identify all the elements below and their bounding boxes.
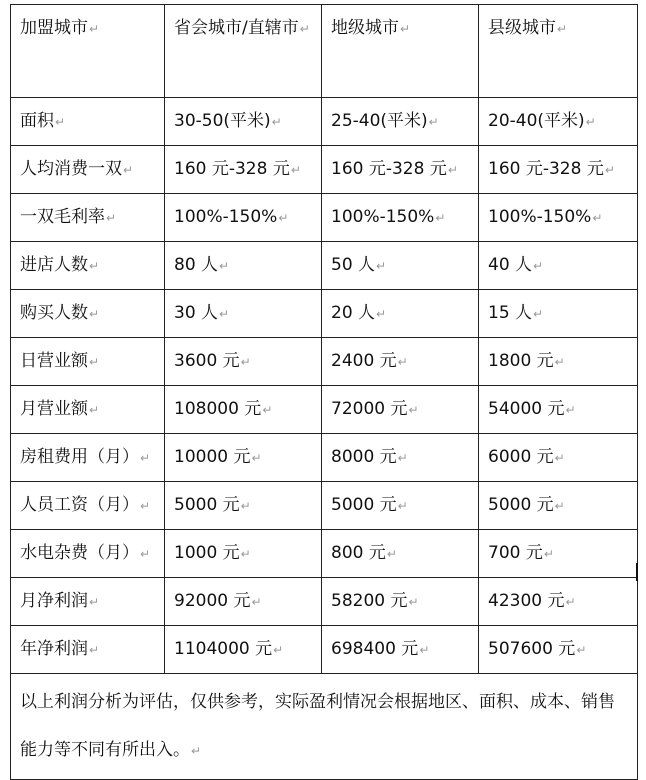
table-row (11, 98, 638, 146)
paragraph-mark: ↵ (576, 643, 587, 657)
header-cell-provincial: 省会城市/直辖市↵ (165, 5, 322, 98)
prefecture-value-cell (322, 482, 479, 530)
paragraph-mark: ↵ (240, 499, 251, 513)
paragraph-mark: ↵ (592, 211, 603, 225)
paragraph-mark: ↵ (554, 355, 565, 369)
provincial-value-cell (165, 434, 322, 482)
cell-text: 160 元-328 元 (174, 159, 290, 179)
provincial-value-cell (165, 338, 322, 386)
table-row (11, 578, 638, 626)
cell-text: 30 人 (174, 303, 219, 323)
paragraph-mark: ↵ (123, 163, 134, 177)
cell-text: 月营业额 (20, 399, 88, 419)
paragraph-mark: ↵ (533, 307, 544, 321)
cell-text: 160 元-328 元 (488, 159, 604, 179)
paragraph-mark: ↵ (397, 451, 408, 465)
table-row (11, 434, 638, 482)
row-label-cell (11, 482, 165, 530)
provincial-value-cell (165, 242, 322, 290)
note-text: 以上利润分析为评估，仅供参考，实际盈利情况会根据地区、面积、成本、销售能力等不同有所出入。 (20, 692, 615, 760)
row-label-cell (11, 626, 165, 674)
provincial-value-cell (165, 530, 322, 578)
header-cell-prefecture: 地级城市↵ (322, 5, 479, 98)
row-label-cell (11, 530, 165, 578)
table-header-row (11, 5, 638, 98)
cell-text: 1800 元 (488, 351, 554, 371)
paragraph-mark: ↵ (89, 259, 100, 273)
cell-text: 80 人 (174, 255, 219, 275)
row-label-cell (11, 290, 165, 338)
cell-text: 54000 元 (488, 399, 565, 419)
cell-text: 40 人 (488, 255, 533, 275)
cell-text: 100%-150% (174, 207, 278, 227)
paragraph-mark: ↵ (140, 499, 151, 513)
cell-text: 15 人 (488, 303, 533, 323)
paragraph-mark: ↵ (428, 115, 439, 129)
paragraph-mark: ↵ (55, 115, 66, 129)
paragraph-mark: ↵ (191, 744, 202, 758)
cell-text: 58200 元 (331, 591, 408, 611)
table-row (11, 290, 638, 338)
paragraph-mark: ↵ (219, 259, 230, 273)
cell-text: 面积 (20, 111, 54, 131)
county-value-cell (479, 386, 638, 434)
cell-text: 8000 元 (331, 447, 397, 467)
cell-text: 水电杂费（月） (20, 543, 139, 563)
paragraph-mark: ↵ (106, 211, 117, 225)
row-label-cell (11, 386, 165, 434)
text-caret (636, 563, 638, 581)
cell-text: 108000 元 (174, 399, 262, 419)
paragraph-mark: ↵ (554, 499, 565, 513)
franchise-profit-table (10, 4, 638, 780)
paragraph-mark: ↵ (565, 595, 576, 609)
cell-text: 2400 元 (331, 351, 397, 371)
table-row (11, 482, 638, 530)
provincial-value-cell (165, 194, 322, 242)
cell-text: 72000 元 (331, 399, 408, 419)
paragraph-mark: ↵ (89, 403, 100, 417)
paragraph-mark: ↵ (585, 115, 596, 129)
cell-text: 50 人 (331, 255, 376, 275)
row-label-cell (11, 434, 165, 482)
cell-text: 507600 元 (488, 639, 576, 659)
cell-text: 人员工资（月） (20, 495, 139, 515)
paragraph-mark: ↵ (565, 403, 576, 417)
cell-text: 人均消费一双 (20, 159, 122, 179)
paragraph-mark: ↵ (240, 355, 251, 369)
paragraph-mark: ↵ (219, 307, 230, 321)
row-label-cell (11, 242, 165, 290)
paragraph-mark: ↵ (140, 451, 151, 465)
county-value-cell (479, 578, 638, 626)
table-row (11, 146, 638, 194)
row-label-cell (11, 578, 165, 626)
disclaimer-note (11, 674, 638, 780)
paragraph-mark: ↵ (89, 643, 100, 657)
table-row (11, 242, 638, 290)
paragraph-mark: ↵ (140, 547, 151, 561)
paragraph-mark: ↵ (290, 163, 301, 177)
note-row (11, 674, 638, 780)
county-value-cell (479, 98, 638, 146)
paragraph-mark: ↵ (278, 211, 289, 225)
paragraph-mark: ↵ (251, 595, 262, 609)
cell-text: 日营业额 (20, 351, 88, 371)
paragraph-mark: ↵ (408, 403, 419, 417)
cell-text: 698400 元 (331, 639, 419, 659)
county-value-cell (479, 482, 638, 530)
cell-text: 25-40(平米) (331, 111, 428, 131)
county-value-cell (479, 194, 638, 242)
paragraph-mark: ↵ (408, 595, 419, 609)
cell-text: 160 元-328 元 (331, 159, 447, 179)
paragraph-mark: ↵ (376, 259, 387, 273)
row-label-cell (11, 338, 165, 386)
paragraph-mark: ↵ (271, 115, 282, 129)
provincial-value-cell (165, 626, 322, 674)
cell-text: 月净利润 (20, 591, 88, 611)
paragraph-mark: ↵ (89, 355, 100, 369)
cell-text: 5000 元 (174, 495, 240, 515)
paragraph-mark: ↵ (251, 451, 262, 465)
cell-text: 800 元 (331, 543, 386, 563)
cell-text: 3600 元 (174, 351, 240, 371)
cell-text: 进店人数 (20, 255, 88, 275)
provincial-value-cell (165, 578, 322, 626)
provincial-value-cell (165, 146, 322, 194)
row-label-cell (11, 98, 165, 146)
prefecture-value-cell (322, 434, 479, 482)
cell-text: 92000 元 (174, 591, 251, 611)
paragraph-mark: ↵ (89, 307, 100, 321)
paragraph-mark: ↵ (376, 307, 387, 321)
county-value-cell (479, 242, 638, 290)
prefecture-value-cell (322, 98, 479, 146)
table-row (11, 338, 638, 386)
prefecture-value-cell (322, 578, 479, 626)
row-label-cell (11, 146, 165, 194)
paragraph-mark: ↵ (604, 163, 615, 177)
header-cell-city-type: 加盟城市↵ (11, 5, 165, 98)
cell-text: 700 元 (488, 543, 543, 563)
prefecture-value-cell (322, 338, 479, 386)
table-body (11, 5, 638, 780)
paragraph-mark: ↵ (240, 547, 251, 561)
cell-text: 42300 元 (488, 591, 565, 611)
provincial-value-cell (165, 290, 322, 338)
cell-text: 20-40(平米) (488, 111, 585, 131)
paragraph-mark: ↵ (262, 403, 273, 417)
cell-text: 年净利润 (20, 639, 88, 659)
prefecture-value-cell (322, 626, 479, 674)
cell-text: 1104000 元 (174, 639, 273, 659)
cell-text: 5000 元 (488, 495, 554, 515)
cell-text: 100%-150% (331, 207, 435, 227)
cell-text: 10000 元 (174, 447, 251, 467)
row-label-cell (11, 194, 165, 242)
cell-text: 一双毛利率 (20, 207, 105, 227)
paragraph-mark: ↵ (447, 163, 458, 177)
paragraph-mark: ↵ (397, 499, 408, 513)
county-value-cell (479, 626, 638, 674)
paragraph-mark: ↵ (435, 211, 446, 225)
provincial-value-cell (165, 386, 322, 434)
county-value-cell (479, 338, 638, 386)
paragraph-mark: ↵ (543, 547, 554, 561)
paragraph-mark: ↵ (419, 643, 430, 657)
paragraph-mark: ↵ (554, 451, 565, 465)
cell-text: 100%-150% (488, 207, 592, 227)
paragraph-mark: ↵ (386, 547, 397, 561)
cell-text: 1000 元 (174, 543, 240, 563)
table-row (11, 194, 638, 242)
paragraph-mark: ↵ (397, 355, 408, 369)
table-row (11, 530, 638, 578)
county-value-cell (479, 434, 638, 482)
prefecture-value-cell (322, 194, 479, 242)
county-value-cell (479, 290, 638, 338)
paragraph-mark: ↵ (533, 259, 544, 273)
prefecture-value-cell (322, 242, 479, 290)
paragraph-mark: ↵ (273, 643, 284, 657)
county-value-cell (479, 146, 638, 194)
prefecture-value-cell (322, 146, 479, 194)
cell-text: 房租费用（月） (20, 447, 139, 467)
provincial-value-cell (165, 482, 322, 530)
county-value-cell (479, 530, 638, 578)
cell-text: 5000 元 (331, 495, 397, 515)
prefecture-value-cell (322, 290, 479, 338)
prefecture-value-cell (322, 386, 479, 434)
table-row (11, 386, 638, 434)
header-cell-county: 县级城市↵ (479, 5, 638, 98)
prefecture-value-cell (322, 530, 479, 578)
provincial-value-cell (165, 98, 322, 146)
cell-text: 6000 元 (488, 447, 554, 467)
paragraph-mark: ↵ (89, 595, 100, 609)
cell-text: 20 人 (331, 303, 376, 323)
cell-text: 购买人数 (20, 303, 88, 323)
table-row (11, 626, 638, 674)
cell-text: 30-50(平米) (174, 111, 271, 131)
